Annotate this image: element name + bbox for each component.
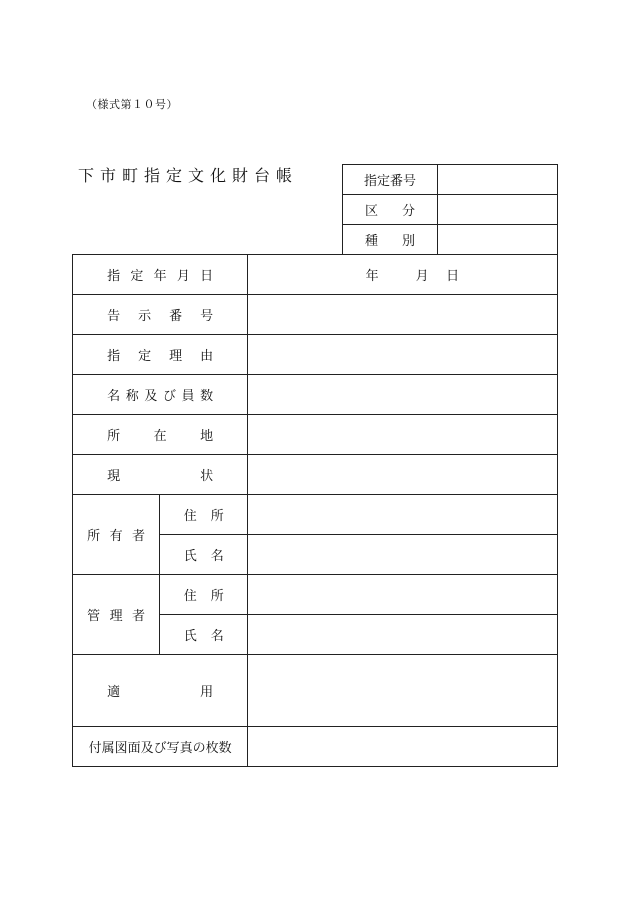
label-designation-reason: 指 定 理 由 <box>73 335 248 375</box>
header-row-designation-number <box>343 165 558 195</box>
type-field[interactable] <box>438 225 558 255</box>
designation-reason-field[interactable] <box>248 335 558 375</box>
label-remarks: 適 用 <box>73 655 248 727</box>
category-field[interactable] <box>438 195 558 225</box>
owner-name-field[interactable] <box>248 535 558 575</box>
header-label-category: 区 分 <box>343 195 438 225</box>
label-manager-name: 氏 名 <box>160 615 248 655</box>
header-row-type <box>343 225 558 255</box>
header-label-designation-number: 指定番号 <box>343 165 438 195</box>
row-notice-number <box>73 295 558 335</box>
row-name-and-count <box>73 375 558 415</box>
label-notice-number: 告 示 番 号 <box>73 295 248 335</box>
row-location <box>73 415 558 455</box>
year-marker: 年 <box>365 269 379 284</box>
row-designation-reason <box>73 335 558 375</box>
attachments-count-field[interactable] <box>248 727 558 767</box>
day-marker: 日 <box>446 269 460 284</box>
label-current-state: 現 状 <box>73 455 248 495</box>
designation-number-field[interactable] <box>438 165 558 195</box>
label-location: 所 在 地 <box>73 415 248 455</box>
label-name-and-count: 名 称 及 び 員 数 <box>73 375 248 415</box>
row-owner-address <box>73 495 558 535</box>
header-row-category <box>343 195 558 225</box>
label-owner-name: 氏 名 <box>160 535 248 575</box>
label-owner: 所 有 者 <box>73 495 160 575</box>
manager-name-field[interactable] <box>248 615 558 655</box>
row-manager-address <box>73 575 558 615</box>
ledger-table <box>72 254 558 767</box>
notice-number-field[interactable] <box>248 295 558 335</box>
month-marker: 月 <box>415 269 429 284</box>
label-manager: 管 理 者 <box>73 575 160 655</box>
remarks-field[interactable] <box>248 655 558 727</box>
location-field[interactable] <box>248 415 558 455</box>
label-designation-date: 指 定 年 月 日 <box>73 255 248 295</box>
manager-address-field[interactable] <box>248 575 558 615</box>
row-attachments <box>73 727 558 767</box>
owner-address-field[interactable] <box>248 495 558 535</box>
row-current-state <box>73 455 558 495</box>
document-title: 下市町指定文化財台帳 <box>78 166 299 185</box>
row-remarks <box>73 655 558 727</box>
form-number: （様式第１０号） <box>86 98 178 111</box>
designation-date-field[interactable] <box>248 255 558 295</box>
label-attachments: 付属図面及び写真の枚数 <box>73 727 248 767</box>
label-owner-address: 住 所 <box>160 495 248 535</box>
name-and-count-field[interactable] <box>248 375 558 415</box>
registry-header-table <box>342 164 558 255</box>
current-state-field[interactable] <box>248 455 558 495</box>
row-designation-date <box>73 255 558 295</box>
header-label-type: 種 別 <box>343 225 438 255</box>
label-manager-address: 住 所 <box>160 575 248 615</box>
